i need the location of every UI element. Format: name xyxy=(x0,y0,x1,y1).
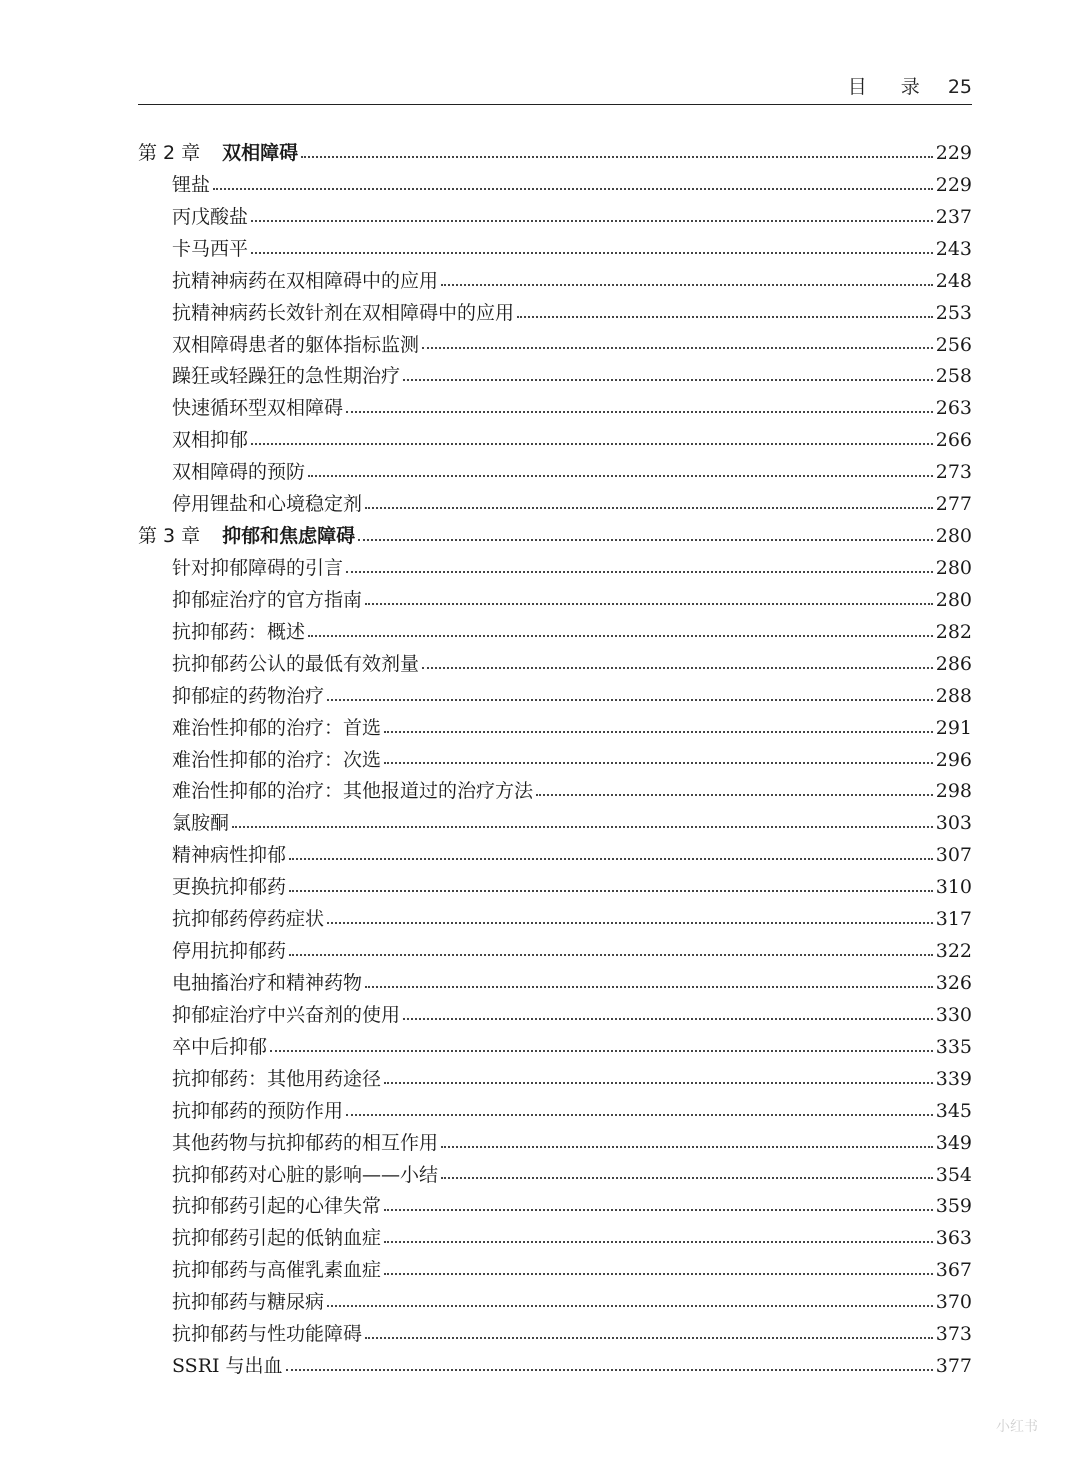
dot-leader xyxy=(403,1018,933,1020)
toc-section-entry xyxy=(138,234,972,266)
toc-section-entry xyxy=(138,457,972,489)
toc-section-entry xyxy=(138,872,972,904)
section-title: 抗抑郁药与高催乳素血症 xyxy=(172,1259,382,1282)
section-title: 抗抑郁药与糖尿病 xyxy=(172,1291,325,1314)
toc-section-entry xyxy=(138,393,972,425)
page-number: 326 xyxy=(935,971,972,994)
dot-leader xyxy=(384,1209,933,1211)
header-page-number: 25 xyxy=(947,76,972,98)
toc-section-entry xyxy=(138,425,972,457)
section-title: 精神病性抑郁 xyxy=(172,844,287,867)
toc-section-entry xyxy=(138,1287,972,1319)
dot-leader xyxy=(441,1146,933,1148)
page-number: 335 xyxy=(935,1035,972,1058)
page-number: 229 xyxy=(935,173,972,196)
toc-section-entry xyxy=(138,1319,972,1351)
page-number: 354 xyxy=(935,1163,972,1186)
dot-leader xyxy=(213,188,933,190)
toc-section-entry xyxy=(138,936,972,968)
section-title: 抑郁症治疗中兴奋剂的使用 xyxy=(172,1003,401,1026)
toc-section-entry xyxy=(138,1000,972,1032)
page-number: 310 xyxy=(935,876,972,899)
section-title: 抗抑郁药的预防作用 xyxy=(172,1099,344,1122)
section-title: 抗抑郁药公认的最低有效剂量 xyxy=(172,652,420,675)
toc-section-entry xyxy=(138,585,972,617)
section-title: 难治性抑郁的治疗：其他报道过的治疗方法 xyxy=(172,780,534,803)
page-number: 229 xyxy=(935,142,972,164)
toc-section-entry xyxy=(138,1096,972,1128)
toc-section-entry xyxy=(138,1223,972,1255)
page-number: 237 xyxy=(935,205,972,228)
page-number: 339 xyxy=(935,1067,972,1090)
dot-leader xyxy=(232,826,933,828)
dot-leader xyxy=(327,922,933,924)
page-number: 266 xyxy=(935,429,972,452)
section-title: 丙戊酸盐 xyxy=(172,205,249,228)
page-number: 359 xyxy=(935,1195,972,1218)
toc-section-entry xyxy=(138,808,972,840)
toc-section-entry xyxy=(138,713,972,745)
section-title: 难治性抑郁的治疗：首选 xyxy=(172,716,382,739)
section-title: 其他药物与抗抑郁药的相互作用 xyxy=(172,1131,439,1154)
page-number: 330 xyxy=(935,1003,972,1026)
section-title: 抗抑郁药：其他用药途径 xyxy=(172,1067,382,1090)
section-title: 抗抑郁药停药症状 xyxy=(172,908,325,931)
section-title: 锂盐 xyxy=(172,173,211,196)
section-title: 抗精神病药在双相障碍中的应用 xyxy=(172,269,439,292)
page-number: 349 xyxy=(935,1131,972,1154)
toc-section-entry xyxy=(138,649,972,681)
toc-section-entry xyxy=(138,968,972,1000)
dot-leader xyxy=(365,1337,933,1339)
dot-leader xyxy=(346,1114,933,1116)
header-text xyxy=(848,72,972,99)
dot-leader xyxy=(365,986,933,988)
toc-section-entry xyxy=(138,553,972,585)
section-title: 双相障碍的预防 xyxy=(172,461,306,484)
dot-leader xyxy=(346,571,933,573)
toc-section-entry xyxy=(138,745,972,777)
dot-leader xyxy=(358,539,933,541)
dot-leader xyxy=(441,1177,933,1179)
watermark: 小红书 xyxy=(996,1419,1038,1435)
toc-section-entry xyxy=(138,1255,972,1287)
page-number: 243 xyxy=(935,237,972,260)
page-number: 273 xyxy=(935,461,972,484)
page-number: 367 xyxy=(935,1259,972,1282)
table-of-contents xyxy=(138,138,972,1383)
dot-leader xyxy=(517,316,933,318)
page-number: 263 xyxy=(935,397,972,420)
section-title: 针对抑郁障碍的引言 xyxy=(172,556,344,579)
dot-leader xyxy=(422,667,933,669)
dot-leader xyxy=(251,443,933,445)
header-word-lu: 录 xyxy=(900,76,920,98)
section-title: 双相抑郁 xyxy=(172,429,249,452)
toc-section-entry xyxy=(138,361,972,393)
dot-leader xyxy=(251,252,933,254)
page-number: 286 xyxy=(935,652,972,675)
toc-section-entry xyxy=(138,904,972,936)
running-header xyxy=(138,66,972,105)
toc-section-entry xyxy=(138,170,972,202)
toc-section-entry xyxy=(138,330,972,362)
section-title: 躁狂或轻躁狂的急性期治疗 xyxy=(172,365,401,388)
toc-section-entry xyxy=(138,1351,972,1383)
dot-leader xyxy=(327,1305,933,1307)
section-title: 抑郁症的药物治疗 xyxy=(172,684,325,707)
page-number: 280 xyxy=(935,525,972,548)
page-number: 258 xyxy=(935,365,972,388)
chapter-title: 抑郁和焦虑障碍 xyxy=(222,525,356,548)
section-title: 更换抗抑郁药 xyxy=(172,876,287,899)
page-number: 291 xyxy=(935,716,972,739)
page-number: 370 xyxy=(935,1291,972,1314)
page-number: 277 xyxy=(935,493,972,516)
toc-section-entry xyxy=(138,1032,972,1064)
toc-section-entry xyxy=(138,617,972,649)
dot-leader xyxy=(384,1241,933,1243)
page-number: 282 xyxy=(935,620,972,643)
section-title: 氯胺酮 xyxy=(172,812,230,835)
dot-leader xyxy=(384,762,933,764)
toc-section-entry xyxy=(138,489,972,521)
page-number: 280 xyxy=(935,588,972,611)
section-title: 抗抑郁药引起的心律失常 xyxy=(172,1195,382,1218)
dot-leader xyxy=(327,699,933,701)
section-title: 抗抑郁药引起的低钠血症 xyxy=(172,1227,382,1250)
page-number: 248 xyxy=(935,269,972,292)
dot-leader xyxy=(289,858,933,860)
dot-leader xyxy=(289,954,933,956)
page-number: 363 xyxy=(935,1227,972,1250)
toc-chapter-entry xyxy=(138,138,972,170)
section-title: 抑郁症治疗的官方指南 xyxy=(172,588,363,611)
page-number: 307 xyxy=(935,844,972,867)
dot-leader xyxy=(251,220,933,222)
dot-leader xyxy=(346,411,933,413)
dot-leader xyxy=(384,1082,933,1084)
toc-section-entry xyxy=(138,1064,972,1096)
dot-leader xyxy=(301,156,933,158)
dot-leader xyxy=(536,794,933,796)
page-number: 288 xyxy=(935,684,972,707)
page-number: 296 xyxy=(935,748,972,771)
page-number: 373 xyxy=(935,1323,972,1346)
section-title: 抗抑郁药对心脏的影响——小结 xyxy=(172,1163,439,1186)
toc-section-entry xyxy=(138,202,972,234)
toc-section-entry xyxy=(138,1191,972,1223)
chapter-title: 双相障碍 xyxy=(222,142,299,164)
section-title: 抗抑郁药：概述 xyxy=(172,620,306,643)
section-title: 抗精神病药长效针剂在双相障碍中的应用 xyxy=(172,301,515,324)
page-number: 377 xyxy=(935,1355,972,1378)
dot-leader xyxy=(384,731,933,733)
dot-leader xyxy=(365,507,933,509)
dot-leader xyxy=(441,284,933,286)
toc-section-entry xyxy=(138,266,972,298)
toc-section-entry xyxy=(138,298,972,330)
dot-leader xyxy=(289,890,933,892)
toc-section-entry xyxy=(138,776,972,808)
toc-section-entry xyxy=(138,681,972,713)
dot-leader xyxy=(308,635,933,637)
section-title: 抗抑郁药与性功能障碍 xyxy=(172,1323,363,1346)
toc-section-entry xyxy=(138,1160,972,1192)
page-number: 317 xyxy=(935,908,972,931)
section-title: 电抽搐治疗和精神药物 xyxy=(172,971,363,994)
dot-leader xyxy=(365,603,933,605)
section-title: 难治性抑郁的治疗：次选 xyxy=(172,748,382,771)
section-title: 停用锂盐和心境稳定剂 xyxy=(172,493,363,516)
page-number: 253 xyxy=(935,301,972,324)
toc-chapter-entry xyxy=(138,521,972,553)
dot-leader xyxy=(384,1273,933,1275)
section-title: 停用抗抑郁药 xyxy=(172,940,287,963)
page-number: 280 xyxy=(935,556,972,579)
page-number: 322 xyxy=(935,940,972,963)
section-title: SSRI 与出血 xyxy=(172,1355,283,1378)
page-number: 256 xyxy=(935,333,972,356)
dot-leader xyxy=(308,475,933,477)
chapter-number: 第 2 章 xyxy=(138,142,201,164)
section-title: 卒中后抑郁 xyxy=(172,1035,268,1058)
chapter-number: 第 3 章 xyxy=(138,525,201,548)
dot-leader xyxy=(422,347,933,349)
page-number: 345 xyxy=(935,1099,972,1122)
section-title: 快速循环型双相障碍 xyxy=(172,397,344,420)
toc-section-entry xyxy=(138,1128,972,1160)
toc-section-entry xyxy=(138,840,972,872)
page-number: 303 xyxy=(935,812,972,835)
dot-leader xyxy=(403,379,933,381)
header-word-mu: 目 xyxy=(847,76,867,98)
section-title: 卡马西平 xyxy=(172,237,249,260)
dot-leader xyxy=(270,1050,933,1052)
page-number: 298 xyxy=(935,780,972,803)
section-title: 双相障碍患者的躯体指标监测 xyxy=(172,333,420,356)
dot-leader xyxy=(286,1369,933,1371)
